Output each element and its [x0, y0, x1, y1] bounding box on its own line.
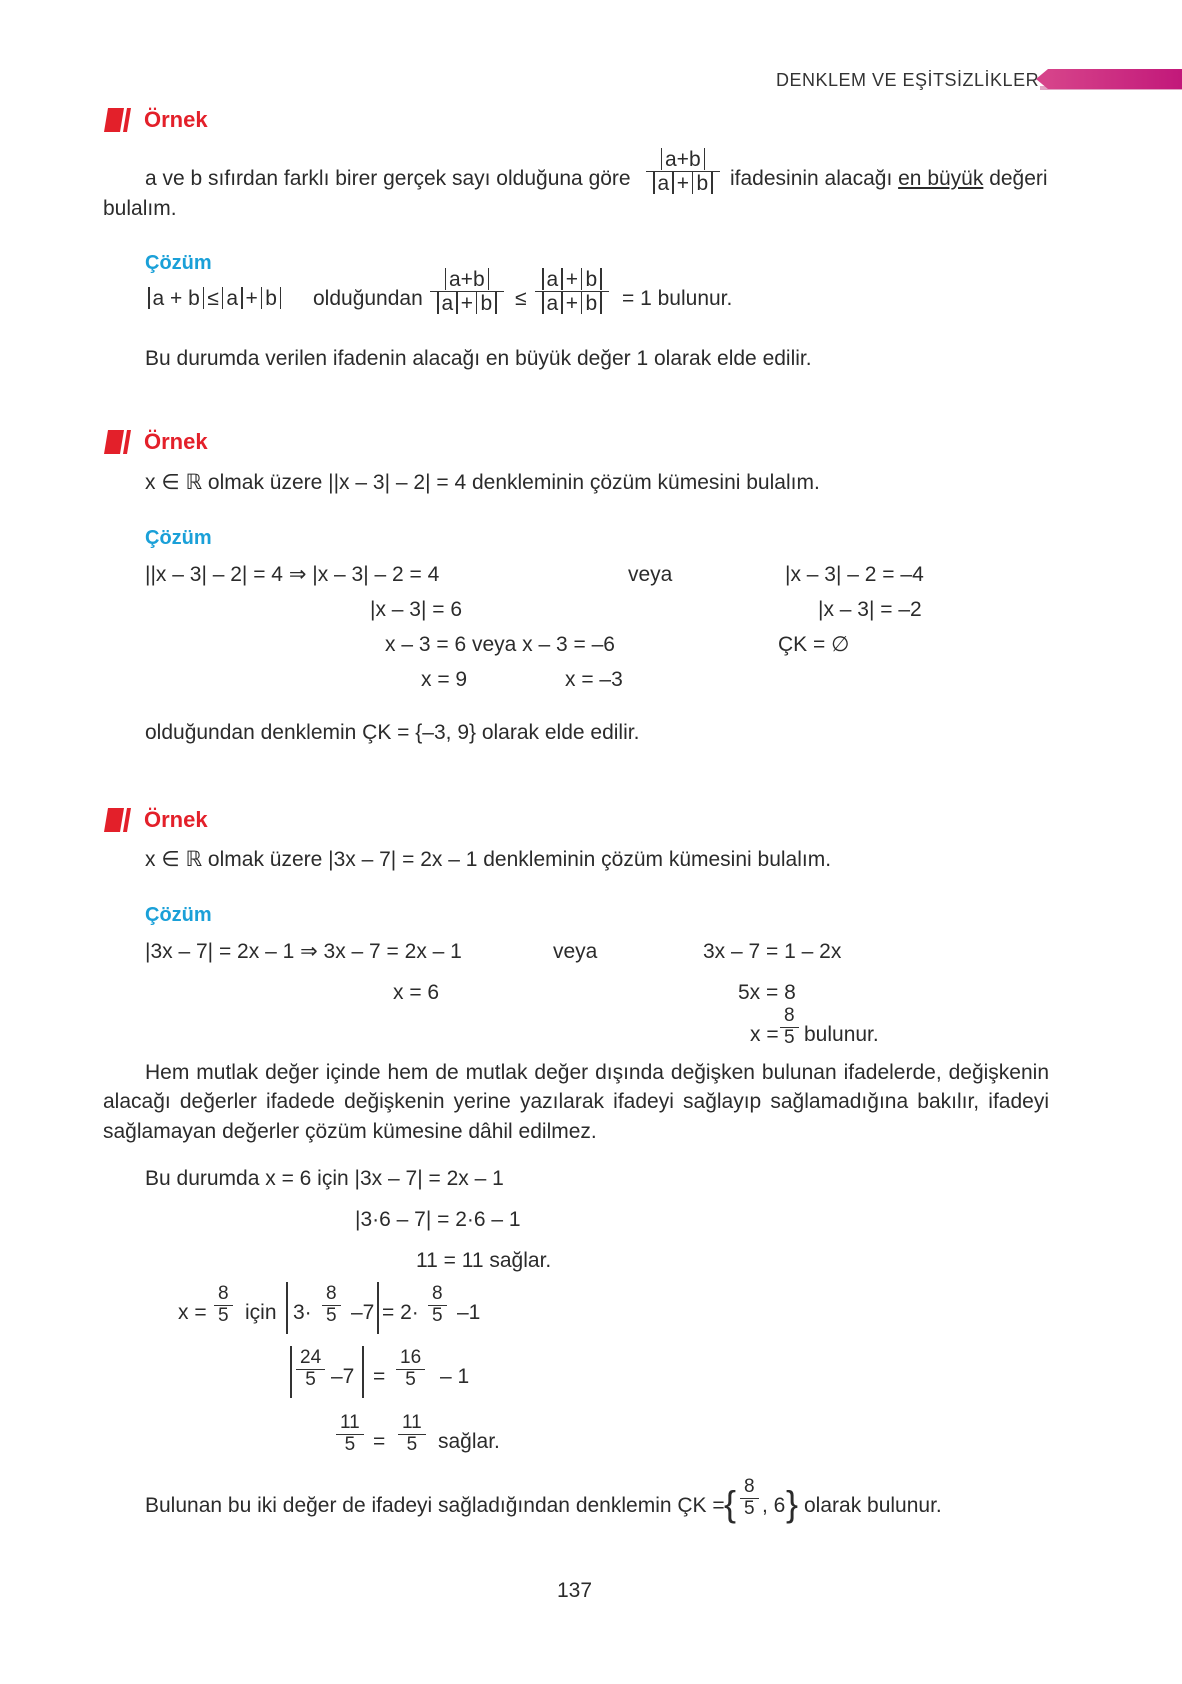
ex3-check2-frac-c: $\frac{8}{5}$: [428, 1284, 447, 1327]
ex2-conclusion: olduğundan denklemin ÇK = {–3, 9} olarak elde edilir.: [145, 721, 640, 744]
ornek-heading: Örnek: [144, 107, 208, 132]
ex3-line3-bulunur: bulunur.: [804, 1023, 879, 1046]
ex3-check2-m1: –1: [457, 1301, 481, 1324]
ex1-inequality: a + b ≤ a + b: [145, 286, 284, 311]
ornek-heading: Örnek: [144, 429, 208, 454]
ex3-conclusion-b: olarak bulunur.: [804, 1494, 942, 1517]
ex3-check2-eq2: = 2·: [382, 1301, 419, 1324]
ex3-check3-frac-a: $\frac{24}{5}$: [296, 1348, 325, 1391]
ex3-check2-frac-a: $\frac{8}{5}$: [214, 1284, 233, 1327]
ex3-prompt: x ∈ ℝ olmak üzere |3x – 7| = 2x – 1 denkleminin çözüm kümesini bulalım.: [145, 848, 832, 871]
ex1-sol-frac2: $\frac{a + b}{a + b}$: [535, 268, 609, 315]
header-ribbon: [1048, 69, 1182, 89]
ex3-check2-icin: için: [245, 1301, 277, 1324]
cozum-heading: Çözüm: [145, 904, 212, 926]
abs-bar: [362, 1346, 364, 1398]
ornek-icon: [102, 428, 132, 456]
ex3-line2-mid: x = 6: [393, 981, 440, 1004]
ex3-check4-saglar: sağlar.: [438, 1430, 500, 1453]
abs-bar: [290, 1346, 292, 1398]
ex3-check1-a: Bu durumda x = 6 için |3x – 7| = 2x – 1: [145, 1167, 504, 1190]
ex3-paragraph: Hem mutlak değer içinde hem de mutlak değer dışında değişken bulunan ifadelerde, değişkenin alacağı değerler ifadede değişkenin yerine yazılarak ifadeyi sağlayıp sağlamadığına bakılır, ifadeyi sağlamayan değerler çözüm kümesine dâhil edilmez.: [103, 1061, 1049, 1143]
cozum-heading: Çözüm: [145, 527, 212, 549]
ex3-conclusion-a: Bulunan bu iki değer de ifadeyi sağladığından denklemin ÇK =: [145, 1494, 725, 1517]
ex2-line1-left: ||x – 3| – 2| = 4 ⇒ |x – 3| – 2 = 4: [145, 563, 440, 586]
ex1-prompt-end: bulalım.: [103, 197, 177, 220]
ex3-line2-right: 5x = 8: [738, 981, 796, 1004]
ex3-check2-3: 3·: [293, 1301, 312, 1324]
ornek-heading: Örnek: [144, 807, 208, 832]
ex2-line2-mid: |x – 3| = 6: [370, 598, 463, 621]
ex3-check4-frac-b: $\frac{11}{5}$: [398, 1413, 426, 1456]
ex3-check3-eq: =: [373, 1365, 386, 1388]
ex2-line4-b: x = –3: [565, 668, 623, 691]
ex1-leq: ≤: [515, 287, 527, 310]
ex1-sol-frac1: $\frac{a+b}{a + b}$: [430, 268, 504, 315]
set-brace-right: }: [786, 1483, 799, 1524]
chapter-title: DENKLEM VE EŞİTSİZLİKLER: [776, 70, 1040, 90]
ex3-check3-m1: – 1: [440, 1365, 470, 1388]
ex3-conclusion-set-end: , 6: [762, 1494, 786, 1517]
ex3-check4-eq: =: [373, 1430, 386, 1453]
ex3-line3-x: x =: [750, 1023, 779, 1046]
ex1-olduğundan: olduğundan: [313, 287, 423, 310]
ex3-check3-m7: –7: [331, 1365, 355, 1388]
ex3-conclusion-frac: $\frac{8}{5}$: [740, 1477, 759, 1520]
ex3-check2-frac-b: $\frac{8}{5}$: [322, 1284, 341, 1327]
ex3-line1-right: 3x – 7 = 1 – 2x: [703, 940, 842, 963]
page-number: 137: [557, 1579, 593, 1602]
ex3-line3-frac: $\frac{8}{5}$: [780, 1006, 799, 1049]
header-ribbon-tip: [1036, 69, 1048, 89]
ex3-check3-frac-b: $\frac{16}{5}$: [396, 1348, 425, 1391]
ex2-prompt: x ∈ ℝ olmak üzere ||x – 3| – 2| = 4 denkleminin çözüm kümesini bulalım.: [145, 471, 820, 494]
ex3-check1-b: |3·6 – 7| = 2·6 – 1: [355, 1208, 521, 1231]
ornek-icon: [102, 106, 132, 134]
ex3-line1-left: |3x – 7| = 2x – 1 ⇒ 3x – 7 = 2x – 1: [145, 940, 462, 963]
abs-bar: [377, 1282, 379, 1334]
ex1-prompt-middle: ifadesinin alacağı en büyük değeri: [730, 167, 1048, 190]
ornek-icon: [102, 806, 132, 834]
cozum-heading: Çözüm: [145, 252, 212, 274]
set-brace-left: {: [724, 1483, 737, 1524]
ex1-conclusion: Bu durumda verilen ifadenin alacağı en büyük değer 1 olarak elde edilir.: [145, 347, 812, 370]
ex1-frac-num: a+b: [665, 148, 701, 171]
ex2-line1-right: |x – 3| – 2 = –4: [785, 563, 924, 586]
ex1-emphasis: en büyük: [898, 167, 984, 190]
ex3-check1-c: 11 = 11 sağlar.: [416, 1249, 552, 1272]
ex1-result: = 1 bulunur.: [622, 287, 733, 310]
ex3-line1-veya: veya: [553, 940, 598, 963]
ex2-line4-a: x = 9: [421, 668, 468, 691]
ex1-fraction: $\frac{a+b}{a + b}$: [646, 148, 720, 195]
ex2-line3-right: ÇK = ∅: [778, 633, 850, 656]
ex3-check2-m7: –7: [351, 1301, 375, 1324]
abs-bar: [286, 1282, 288, 1334]
ex3-check2-x: x =: [178, 1301, 207, 1324]
ex2-line1-veya: veya: [628, 563, 673, 586]
ex1-prompt-start: a ve b sıfırdan farklı birer gerçek sayı olduğuna göre: [145, 167, 631, 190]
ex2-line3-mid: x – 3 = 6 veya x – 3 = –6: [385, 633, 615, 656]
ex2-line2-right: |x – 3| = –2: [818, 598, 922, 621]
ex3-check4-frac-a: $\frac{11}{5}$: [336, 1413, 364, 1456]
